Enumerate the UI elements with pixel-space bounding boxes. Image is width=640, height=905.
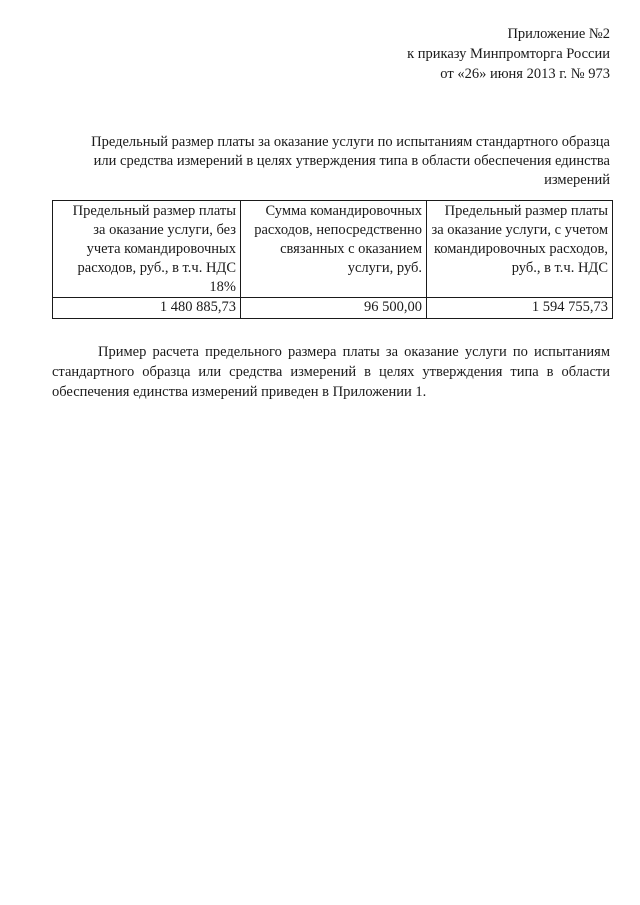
header-cell-with-travel: Предельный размер платы за оказание услуги, с учетом командировочных расходов, руб., в т.ч. НДС xyxy=(427,201,613,298)
value-travel-expenses: 96 500,00 xyxy=(241,298,427,319)
document-title xyxy=(52,133,610,190)
appendix-header xyxy=(290,24,610,84)
value-with-travel: 1 594 755,73 xyxy=(427,298,613,319)
value-without-travel: 1 480 885,73 xyxy=(53,298,241,319)
calculation-note: Пример расчета предельного размера платы за оказание услуги по испытаниям стандартного образца или средства измерений в целях утверждения типа в области обеспечения единства измерений приведен в Приложении 1. xyxy=(52,343,610,400)
appendix-number: Приложение №2 xyxy=(507,26,610,42)
order-date: от «26» июня 2013 г. № 973 xyxy=(440,66,610,82)
table-header-row xyxy=(53,201,613,298)
title-line-2: или средства измерений в целях утверждения типа в области обеспечения единства xyxy=(93,153,610,169)
header-cell-travel-expenses: Сумма командировочных расходов, непосредственно связанных с оказанием услуги, руб. xyxy=(241,201,427,298)
title-line-3: измерений xyxy=(544,172,610,188)
title-line-1: Предельный размер платы за оказание услуги по испытаниям стандартного образца xyxy=(91,134,610,150)
order-reference: к приказу Минпромторга России xyxy=(407,46,610,62)
price-table xyxy=(52,200,613,319)
header-cell-without-travel: Предельный размер платы за оказание услуги, без учета командировочных расходов, руб., в т.ч. НДС 18% xyxy=(53,201,241,298)
table-row xyxy=(53,298,613,319)
